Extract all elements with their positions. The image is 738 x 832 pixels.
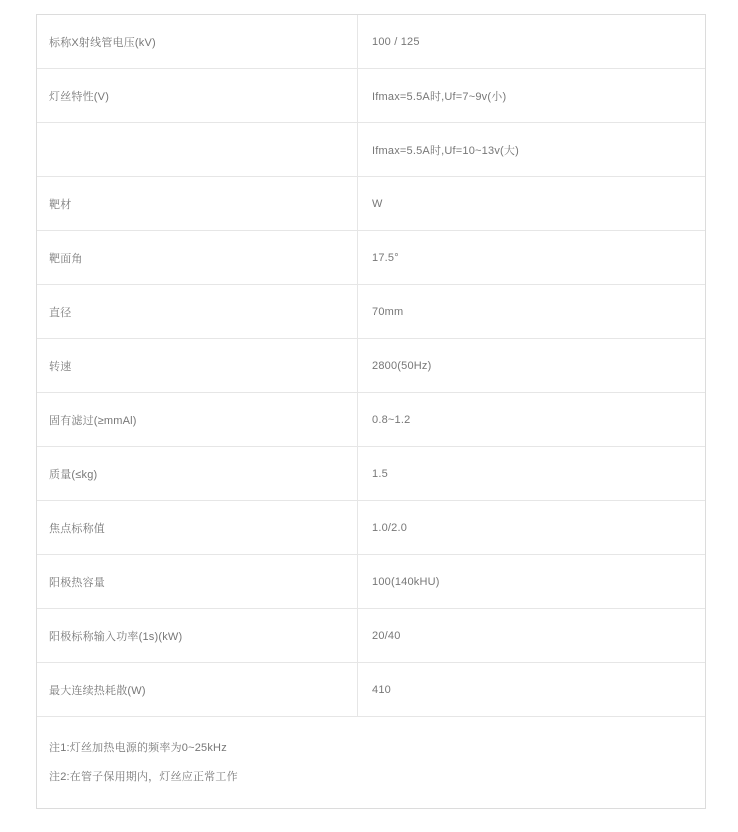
spec-label: 靶面角 [37, 231, 358, 284]
spec-value: 100(140kHU) [372, 575, 440, 588]
table-row [37, 69, 705, 123]
spec-label: 直径 [37, 285, 358, 338]
spec-value: 410 [372, 683, 391, 696]
spec-label: 最大连续热耗散(W) [37, 663, 358, 716]
spec-label: 靶材 [37, 177, 358, 230]
spec-label: 灯丝特性(V) [37, 69, 358, 122]
spec-value: 1.0/2.0 [372, 521, 408, 534]
spec-value: W [372, 197, 383, 210]
table-notes [37, 717, 705, 808]
table-row [37, 285, 705, 339]
spec-value: 17.5° [372, 251, 399, 264]
table-row [37, 15, 705, 69]
spec-label: 标称X射线管电压(kV) [37, 15, 358, 68]
table-row [37, 393, 705, 447]
spec-label [37, 123, 358, 176]
spec-value: 1.5 [372, 467, 388, 480]
spec-label: 转速 [37, 339, 358, 392]
table-row [37, 663, 705, 717]
table-row [37, 555, 705, 609]
table-row [37, 447, 705, 501]
spec-value: 70mm [372, 305, 404, 318]
spec-value: Ifmax=5.5A时,Uf=10~13v(大) [372, 144, 519, 157]
table-row [37, 231, 705, 285]
spec-label: 阳极标称输入功率(1s)(kW) [37, 609, 358, 662]
note-line-2: 注2:在管子保用期内，灯丝应正常工作 [49, 771, 238, 783]
table-row [37, 177, 705, 231]
spec-value: Ifmax=5.5A时,Uf=7~9v(小) [372, 90, 507, 103]
spec-value: 20/40 [372, 629, 401, 642]
table-row [37, 501, 705, 555]
spec-value: 100 / 125 [372, 35, 420, 48]
spec-label: 阳极热容量 [37, 555, 358, 608]
spec-label: 固有滤过(≥mmAl) [37, 393, 358, 446]
spec-label: 质量(≤kg) [37, 447, 358, 500]
spec-value: 2800(50Hz) [372, 359, 432, 372]
note-line-1: 注1:灯丝加热电源的频率为0~25kHz [49, 742, 227, 754]
table-row [37, 123, 705, 177]
specification-table [36, 14, 706, 809]
table-row [37, 339, 705, 393]
spec-value: 0.8~1.2 [372, 413, 411, 426]
spec-label: 焦点标称值 [37, 501, 358, 554]
table-row [37, 609, 705, 663]
